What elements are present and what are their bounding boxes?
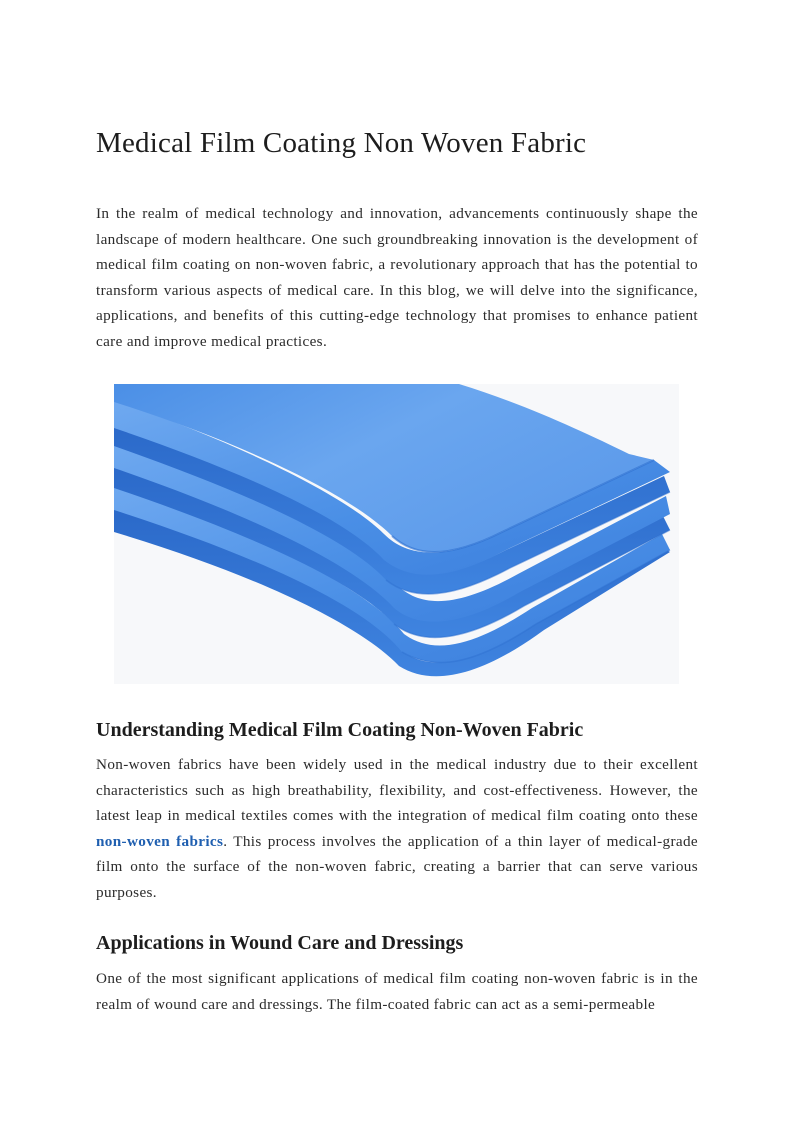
- wound-care-paragraph: One of the most significant applications of medical film coating non-woven fabric is in the realm of wound care and dressings. The film-coated fabric can act as a semi-permeable: [96, 970, 698, 1013]
- section-heading-wound-care: Applications in Wound Care and Dressings: [96, 932, 464, 954]
- blue-fabric-sheets-icon: [114, 384, 679, 684]
- paragraph-text-after-link: . This process involves the application of a thin layer of medical-grade film onto the surface of the non-woven fabric, creating a barrier that can serve various purposes.: [96, 832, 698, 901]
- paragraph-text-before-link: Non-woven fabrics have been widely used in the medical industry due to their excellent characteristics such as high breathability, flexibility, and cost-effectiveness. However, the latest leap in medical textiles comes with the integration of medical film coating onto these: [96, 756, 698, 825]
- section-heading-understanding: Understanding Medical Film Coating Non-Woven Fabric: [96, 719, 584, 741]
- understanding-paragraph: [96, 752, 698, 906]
- fabric-photo: [114, 384, 679, 684]
- non-woven-fabrics-link[interactable]: non-woven fabrics: [96, 832, 224, 850]
- intro-paragraph: In the realm of medical technology and innovation, advancements continuously shape the landscape of modern healthcare. One such groundbreaking innovation is the development of medical film coating on non-woven fabric, a revolutionary approach that has the potential to transform various aspects of medical care. In this blog, we will delve into the significance, applications, and benefits of this cutting-edge technology that promises to enhance patient care and improve medical practices.: [96, 205, 698, 350]
- page-title: Medical Film Coating Non Woven Fabric: [96, 127, 587, 159]
